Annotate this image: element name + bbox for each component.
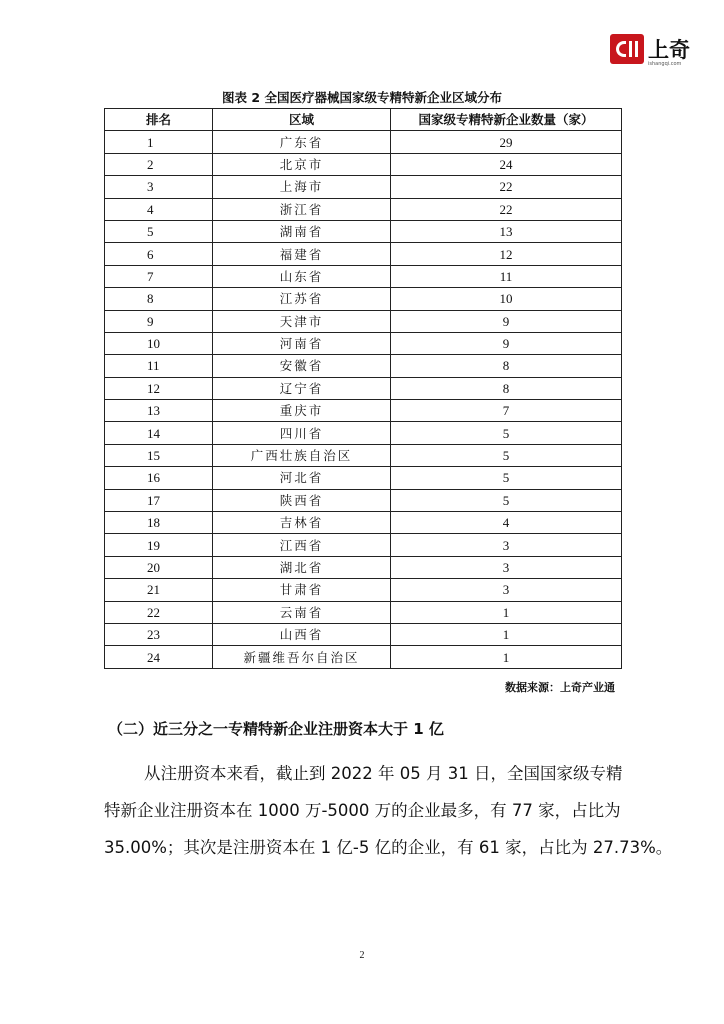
table-row xyxy=(105,131,622,153)
table-row xyxy=(105,467,622,489)
rank-cell: 3 xyxy=(105,176,213,198)
table-row xyxy=(105,623,622,645)
paragraph-line: 35.00%；其次是注册资本在 1 亿-5 亿的企业，有 61 家，占比为 27.73%。 xyxy=(104,838,673,857)
rank-cell: 15 xyxy=(105,444,213,466)
page-number: 2 xyxy=(359,950,365,961)
brand-name: 上奇 xyxy=(648,38,690,62)
rank-cell: 17 xyxy=(105,489,213,511)
table-row xyxy=(105,579,622,601)
table-row xyxy=(105,422,622,444)
table-row xyxy=(105,556,622,578)
region-cell: 山西省 xyxy=(213,623,391,645)
count-cell: 7 xyxy=(391,400,622,422)
rank-cell: 8 xyxy=(105,288,213,310)
count-cell: 3 xyxy=(391,556,622,578)
region-cell: 新疆维吾尔自治区 xyxy=(213,646,391,668)
count-cell: 9 xyxy=(391,310,622,332)
region-cell: 云南省 xyxy=(213,601,391,623)
region-cell: 河南省 xyxy=(213,332,391,354)
region-cell: 山东省 xyxy=(213,265,391,287)
count-cell: 5 xyxy=(391,489,622,511)
section-heading: （二）近三分之一专精特新企业注册资本大于 1 亿 xyxy=(108,720,444,738)
rank-cell: 12 xyxy=(105,377,213,399)
column-header-region: 区域 xyxy=(213,109,391,131)
count-cell: 12 xyxy=(391,243,622,265)
region-cell: 吉林省 xyxy=(213,512,391,534)
rank-cell: 9 xyxy=(105,310,213,332)
region-cell: 重庆市 xyxy=(213,400,391,422)
region-cell: 陕西省 xyxy=(213,489,391,511)
table-row xyxy=(105,377,622,399)
count-cell: 13 xyxy=(391,220,622,242)
count-cell: 5 xyxy=(391,444,622,466)
rank-cell: 5 xyxy=(105,220,213,242)
region-cell: 广西壮族自治区 xyxy=(213,444,391,466)
rank-cell: 10 xyxy=(105,332,213,354)
table-row xyxy=(105,220,622,242)
rank-cell: 13 xyxy=(105,400,213,422)
table-row xyxy=(105,489,622,511)
count-cell: 22 xyxy=(391,176,622,198)
count-cell: 8 xyxy=(391,377,622,399)
table-row xyxy=(105,355,622,377)
table-row xyxy=(105,153,622,175)
count-cell: 4 xyxy=(391,512,622,534)
count-cell: 5 xyxy=(391,467,622,489)
region-cell: 辽宁省 xyxy=(213,377,391,399)
column-header-rank: 排名 xyxy=(105,109,213,131)
brand-logo xyxy=(610,34,690,68)
count-cell: 1 xyxy=(391,623,622,645)
count-cell: 5 xyxy=(391,422,622,444)
table-row xyxy=(105,444,622,466)
count-cell: 9 xyxy=(391,332,622,354)
paragraph-line: 特新企业注册资本在 1000 万-5000 万的企业最多，有 77 家，占比为 xyxy=(104,801,621,820)
table-row xyxy=(105,198,622,220)
count-cell: 11 xyxy=(391,265,622,287)
data-source-note: 数据来源：上奇产业通 xyxy=(505,681,615,694)
count-cell: 8 xyxy=(391,355,622,377)
column-header-count: 国家级专精特新企业数量（家） xyxy=(391,109,622,131)
rank-cell: 21 xyxy=(105,579,213,601)
table-row xyxy=(105,332,622,354)
table-row xyxy=(105,310,622,332)
rank-cell: 24 xyxy=(105,646,213,668)
table-row xyxy=(105,288,622,310)
table-row xyxy=(105,534,622,556)
region-cell: 四川省 xyxy=(213,422,391,444)
rank-cell: 19 xyxy=(105,534,213,556)
region-cell: 湖南省 xyxy=(213,220,391,242)
count-cell: 22 xyxy=(391,198,622,220)
table-row xyxy=(105,265,622,287)
count-cell: 29 xyxy=(391,131,622,153)
cii-logo-icon xyxy=(610,34,644,64)
region-cell: 天津市 xyxy=(213,310,391,332)
rank-cell: 1 xyxy=(105,131,213,153)
rank-cell: 11 xyxy=(105,355,213,377)
table-row xyxy=(105,512,622,534)
region-cell: 湖北省 xyxy=(213,556,391,578)
table-row xyxy=(105,646,622,668)
table-header-row xyxy=(105,109,622,131)
rank-cell: 20 xyxy=(105,556,213,578)
rank-cell: 2 xyxy=(105,153,213,175)
brand-domain: ishangqi.com xyxy=(648,61,682,67)
rank-cell: 23 xyxy=(105,623,213,645)
region-cell: 甘肃省 xyxy=(213,579,391,601)
region-cell: 江西省 xyxy=(213,534,391,556)
region-cell: 广东省 xyxy=(213,131,391,153)
table-caption: 图表 2 全国医疗器械国家级专精特新企业区域分布 xyxy=(222,90,502,105)
rank-cell: 22 xyxy=(105,601,213,623)
rank-cell: 6 xyxy=(105,243,213,265)
region-cell: 上海市 xyxy=(213,176,391,198)
table-row xyxy=(105,601,622,623)
region-cell: 安徽省 xyxy=(213,355,391,377)
region-cell: 浙江省 xyxy=(213,198,391,220)
region-cell: 北京市 xyxy=(213,153,391,175)
rank-cell: 7 xyxy=(105,265,213,287)
rank-cell: 16 xyxy=(105,467,213,489)
table-row xyxy=(105,176,622,198)
rank-cell: 18 xyxy=(105,512,213,534)
table-row xyxy=(105,243,622,265)
count-cell: 1 xyxy=(391,646,622,668)
table-row xyxy=(105,400,622,422)
count-cell: 3 xyxy=(391,579,622,601)
rank-cell: 14 xyxy=(105,422,213,444)
rank-cell: 4 xyxy=(105,198,213,220)
count-cell: 10 xyxy=(391,288,622,310)
region-cell: 江苏省 xyxy=(213,288,391,310)
region-distribution-table xyxy=(104,108,622,669)
count-cell: 3 xyxy=(391,534,622,556)
region-cell: 河北省 xyxy=(213,467,391,489)
paragraph-line: 从注册资本来看，截止到 2022 年 05 月 31 日，全国国家级专精 xyxy=(144,764,623,783)
count-cell: 1 xyxy=(391,601,622,623)
count-cell: 24 xyxy=(391,153,622,175)
region-cell: 福建省 xyxy=(213,243,391,265)
